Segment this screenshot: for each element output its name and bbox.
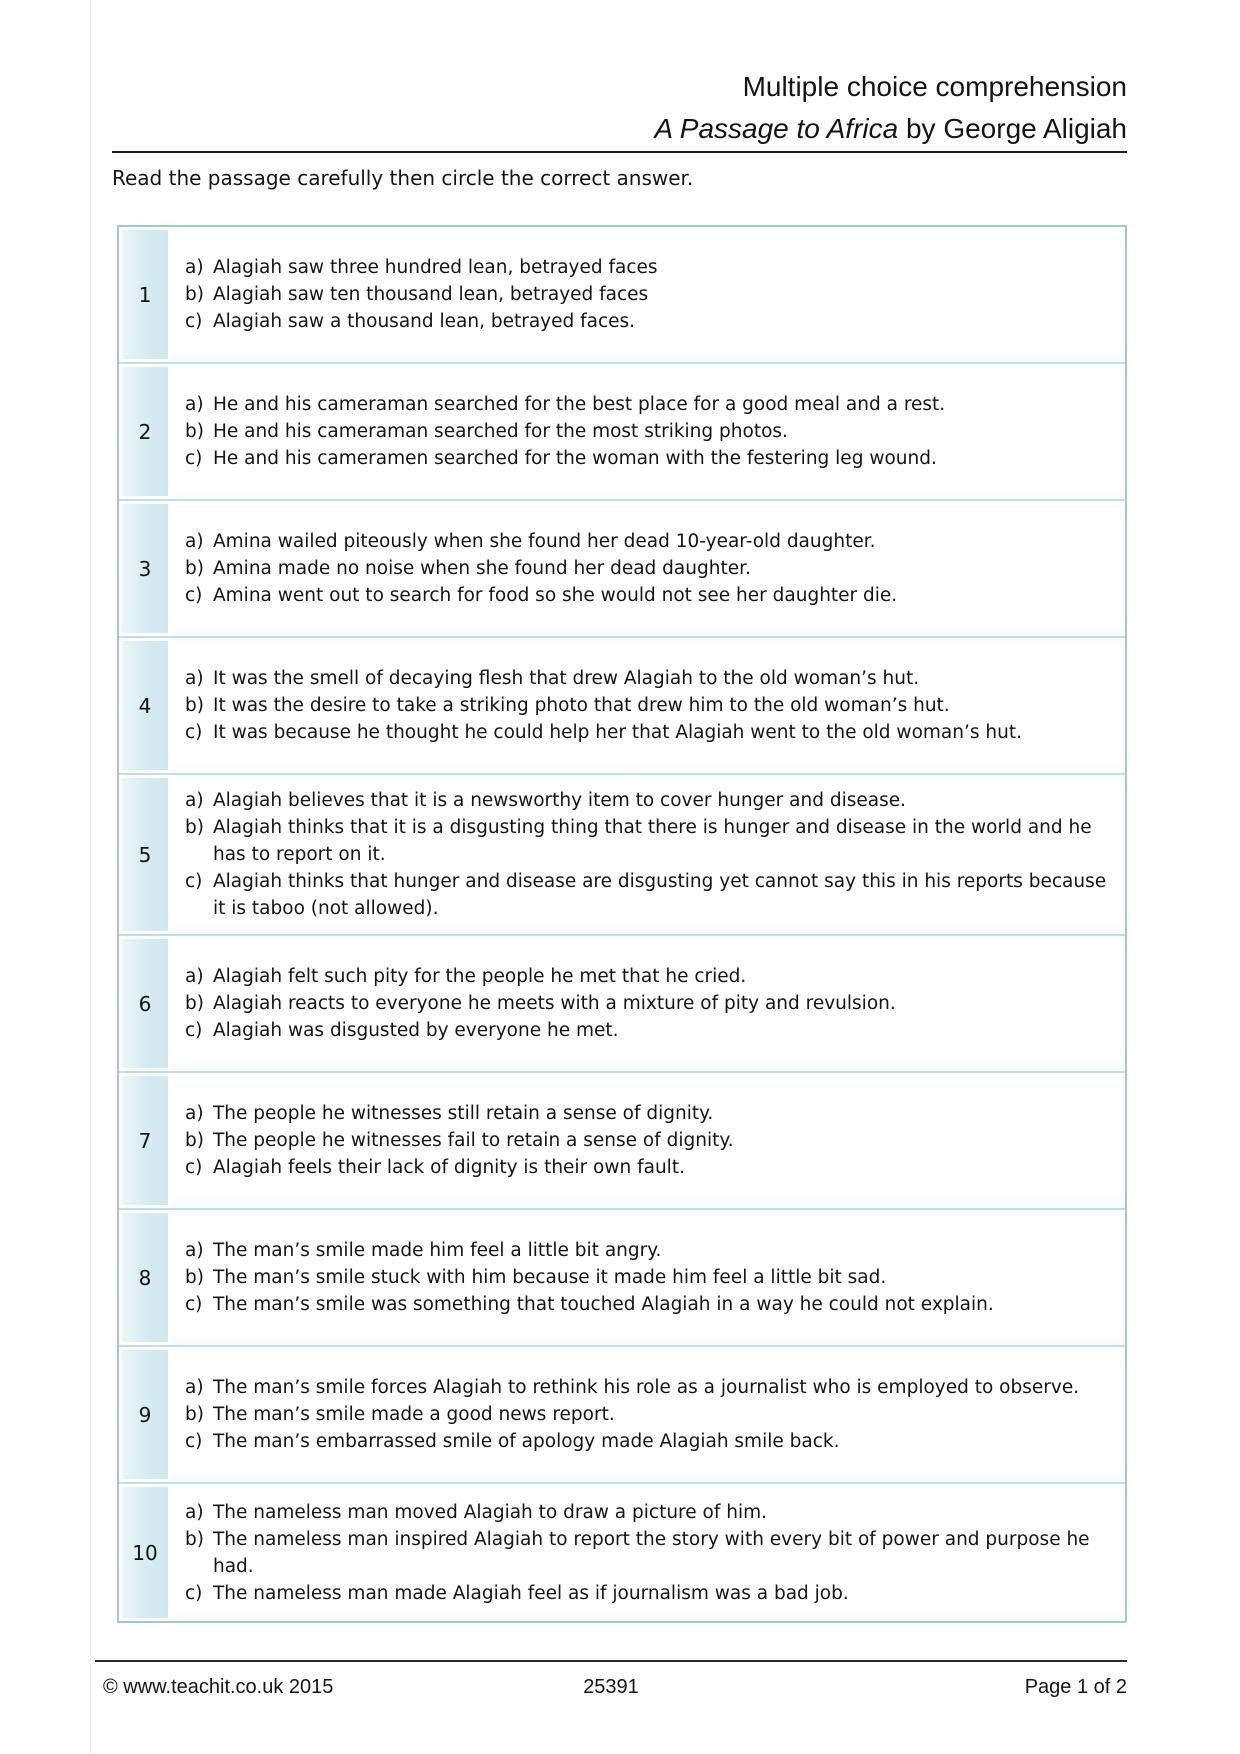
answer-option xyxy=(185,1100,1109,1127)
option-text: He and his cameraman searched for the best place for a good meal and a rest. xyxy=(213,394,946,415)
option-label: c) xyxy=(185,1020,203,1041)
option-text: The nameless man made Alagiah feel as if journalism was a bad job. xyxy=(213,1582,849,1604)
question-row xyxy=(119,501,1125,638)
question-row xyxy=(119,936,1125,1073)
byline: by George Aligiah xyxy=(898,113,1127,144)
answer-option xyxy=(185,1374,1109,1401)
option-text: Amina wailed piteously when she found her dead 10-year-old daughter. xyxy=(213,531,876,552)
option-text: The man’s smile stuck with him because it made him feel a little bit sad. xyxy=(213,1267,887,1288)
header-divider xyxy=(112,151,1127,153)
option-label: a) xyxy=(185,966,204,987)
options-list xyxy=(171,1484,1125,1621)
answer-option xyxy=(185,555,1109,582)
options-list xyxy=(171,364,1125,499)
option-label: b) xyxy=(185,695,204,716)
option-text: The man’s smile made him feel a little bit angry. xyxy=(213,1240,662,1261)
options-list xyxy=(171,638,1125,773)
option-label: a) xyxy=(185,1103,204,1124)
answer-option xyxy=(185,528,1109,555)
answer-option xyxy=(185,391,1109,418)
option-text: Alagiah felt such pity for the people he met that he cried. xyxy=(213,966,747,987)
page-footer xyxy=(95,1676,1127,1704)
answer-option xyxy=(185,1291,1109,1318)
answer-option xyxy=(185,814,1109,868)
option-label: a) xyxy=(185,257,204,278)
question-number: 3 xyxy=(119,501,171,636)
option-text: Alagiah reacts to everyone he meets with a mixture of pity and revulsion. xyxy=(213,993,896,1014)
option-text: The man’s smile forces Alagiah to rethink his role as a journalist who is employed to observe. xyxy=(213,1377,1080,1398)
option-text: It was because he thought he could help her that Alagiah went to the old woman’s hut. xyxy=(213,722,1022,743)
options-list xyxy=(171,1347,1125,1482)
answer-option xyxy=(185,582,1109,609)
option-label: c) xyxy=(185,1157,203,1178)
footer-divider xyxy=(95,1660,1127,1662)
option-label: a) xyxy=(185,1501,204,1523)
option-label: c) xyxy=(185,448,203,469)
options-list xyxy=(171,775,1125,934)
answer-option xyxy=(185,1526,1109,1580)
instruction-text: Read the passage carefully then circle the correct answer. xyxy=(112,166,694,190)
option-text: He and his cameramen searched for the woman with the festering leg wound. xyxy=(213,448,937,469)
question-row xyxy=(119,1073,1125,1210)
page-header xyxy=(654,66,1127,150)
options-list xyxy=(171,501,1125,636)
option-label: c) xyxy=(185,311,203,332)
page-number: Page 1 of 2 xyxy=(1024,1676,1127,1698)
option-text: The people he witnesses fail to retain a sense of dignity. xyxy=(213,1130,734,1151)
option-text: Alagiah feels their lack of dignity is their own fault. xyxy=(213,1157,685,1178)
option-text: Amina made no noise when she found her dead daughter. xyxy=(213,558,751,579)
question-row xyxy=(119,1347,1125,1484)
option-label: c) xyxy=(185,585,203,606)
options-list xyxy=(171,936,1125,1071)
question-row xyxy=(119,638,1125,775)
question-row xyxy=(119,1484,1125,1621)
option-text: Alagiah was disgusted by everyone he met. xyxy=(213,1020,619,1041)
option-label: c) xyxy=(185,722,203,743)
page-title: Multiple choice comprehension xyxy=(742,71,1127,102)
answer-option xyxy=(185,445,1109,472)
option-label: a) xyxy=(185,394,204,415)
answer-option xyxy=(185,1237,1109,1264)
question-number: 2 xyxy=(119,364,171,499)
answer-option xyxy=(185,1580,1109,1607)
answer-option xyxy=(185,1127,1109,1154)
question-number: 1 xyxy=(119,227,171,362)
option-text: Alagiah thinks that it is a disgusting thing that there is hunger and disease in the world and he has to report on it. xyxy=(213,817,1092,865)
question-row xyxy=(119,1210,1125,1347)
question-number: 8 xyxy=(119,1210,171,1345)
option-label: c) xyxy=(185,1582,203,1604)
option-text: Alagiah believes that it is a newsworthy item to cover hunger and disease. xyxy=(213,790,906,811)
question-number: 4 xyxy=(119,638,171,773)
option-text: It was the smell of decaying flesh that drew Alagiah to the old woman’s hut. xyxy=(213,668,920,689)
answer-option xyxy=(185,281,1109,308)
option-text: The man’s smile was something that touched Alagiah in a way he could not explain. xyxy=(213,1294,994,1315)
answer-option xyxy=(185,692,1109,719)
options-list xyxy=(171,1210,1125,1345)
option-label: c) xyxy=(185,871,203,892)
answer-option xyxy=(185,787,1109,814)
option-text: Alagiah saw three hundred lean, betrayed faces xyxy=(213,257,658,278)
answer-option xyxy=(185,719,1109,746)
answer-option xyxy=(185,1401,1109,1428)
question-number: 6 xyxy=(119,936,171,1071)
book-title: A Passage to Africa xyxy=(654,113,899,144)
option-label: a) xyxy=(185,1377,204,1398)
option-text: The nameless man moved Alagiah to draw a picture of him. xyxy=(213,1501,767,1523)
option-label: c) xyxy=(185,1294,203,1315)
question-number: 5 xyxy=(119,775,171,934)
answer-option xyxy=(185,665,1109,692)
option-text: Alagiah saw a thousand lean, betrayed faces. xyxy=(213,311,636,332)
option-label: b) xyxy=(185,1267,204,1288)
answer-option xyxy=(185,990,1109,1017)
option-text: He and his cameraman searched for the most striking photos. xyxy=(213,421,788,442)
option-label: c) xyxy=(185,1431,203,1452)
option-label: b) xyxy=(185,1528,204,1550)
resource-number: 25391 xyxy=(583,1676,639,1698)
option-text: The man’s smile made a good news report. xyxy=(213,1404,615,1425)
page-edge-shadow xyxy=(90,0,91,1754)
answer-option xyxy=(185,1017,1109,1044)
question-number: 9 xyxy=(119,1347,171,1482)
option-label: a) xyxy=(185,668,204,689)
option-label: b) xyxy=(185,1130,204,1151)
answer-option xyxy=(185,254,1109,281)
option-label: b) xyxy=(185,993,204,1014)
option-text: The man’s embarrassed smile of apology made Alagiah smile back. xyxy=(213,1431,840,1452)
answer-option xyxy=(185,1428,1109,1455)
option-text: Alagiah saw ten thousand lean, betrayed faces xyxy=(213,284,649,305)
option-label: a) xyxy=(185,531,204,552)
option-label: b) xyxy=(185,1404,204,1425)
option-label: b) xyxy=(185,558,204,579)
option-label: a) xyxy=(185,1240,204,1261)
questions-table xyxy=(117,225,1127,1623)
option-text: The nameless man inspired Alagiah to report the story with every bit of power and purpose he had. xyxy=(213,1528,1090,1577)
question-row xyxy=(119,364,1125,501)
question-row xyxy=(119,775,1125,936)
page-subtitle xyxy=(654,108,1127,150)
answer-option xyxy=(185,1154,1109,1181)
option-label: b) xyxy=(185,421,204,442)
options-list xyxy=(171,1073,1125,1208)
option-text: The people he witnesses still retain a sense of dignity. xyxy=(213,1103,714,1124)
option-label: b) xyxy=(185,817,204,838)
option-text: It was the desire to take a striking photo that drew him to the old woman’s hut. xyxy=(213,695,950,716)
question-number: 10 xyxy=(119,1484,171,1621)
options-list xyxy=(171,227,1125,362)
option-label: a) xyxy=(185,790,204,811)
answer-option xyxy=(185,868,1109,922)
answer-option xyxy=(185,308,1109,335)
option-label: b) xyxy=(185,284,204,305)
option-text: Amina went out to search for food so she would not see her daughter die. xyxy=(213,585,898,606)
answer-option xyxy=(185,1264,1109,1291)
copyright-text: © www.teachit.co.uk 2015 xyxy=(103,1676,334,1698)
answer-option xyxy=(185,1499,1109,1526)
answer-option xyxy=(185,963,1109,990)
question-number: 7 xyxy=(119,1073,171,1208)
answer-option xyxy=(185,418,1109,445)
question-row xyxy=(119,227,1125,364)
option-text: Alagiah thinks that hunger and disease are disgusting yet cannot say this in his reports because it is taboo (not allowed). xyxy=(213,871,1107,919)
